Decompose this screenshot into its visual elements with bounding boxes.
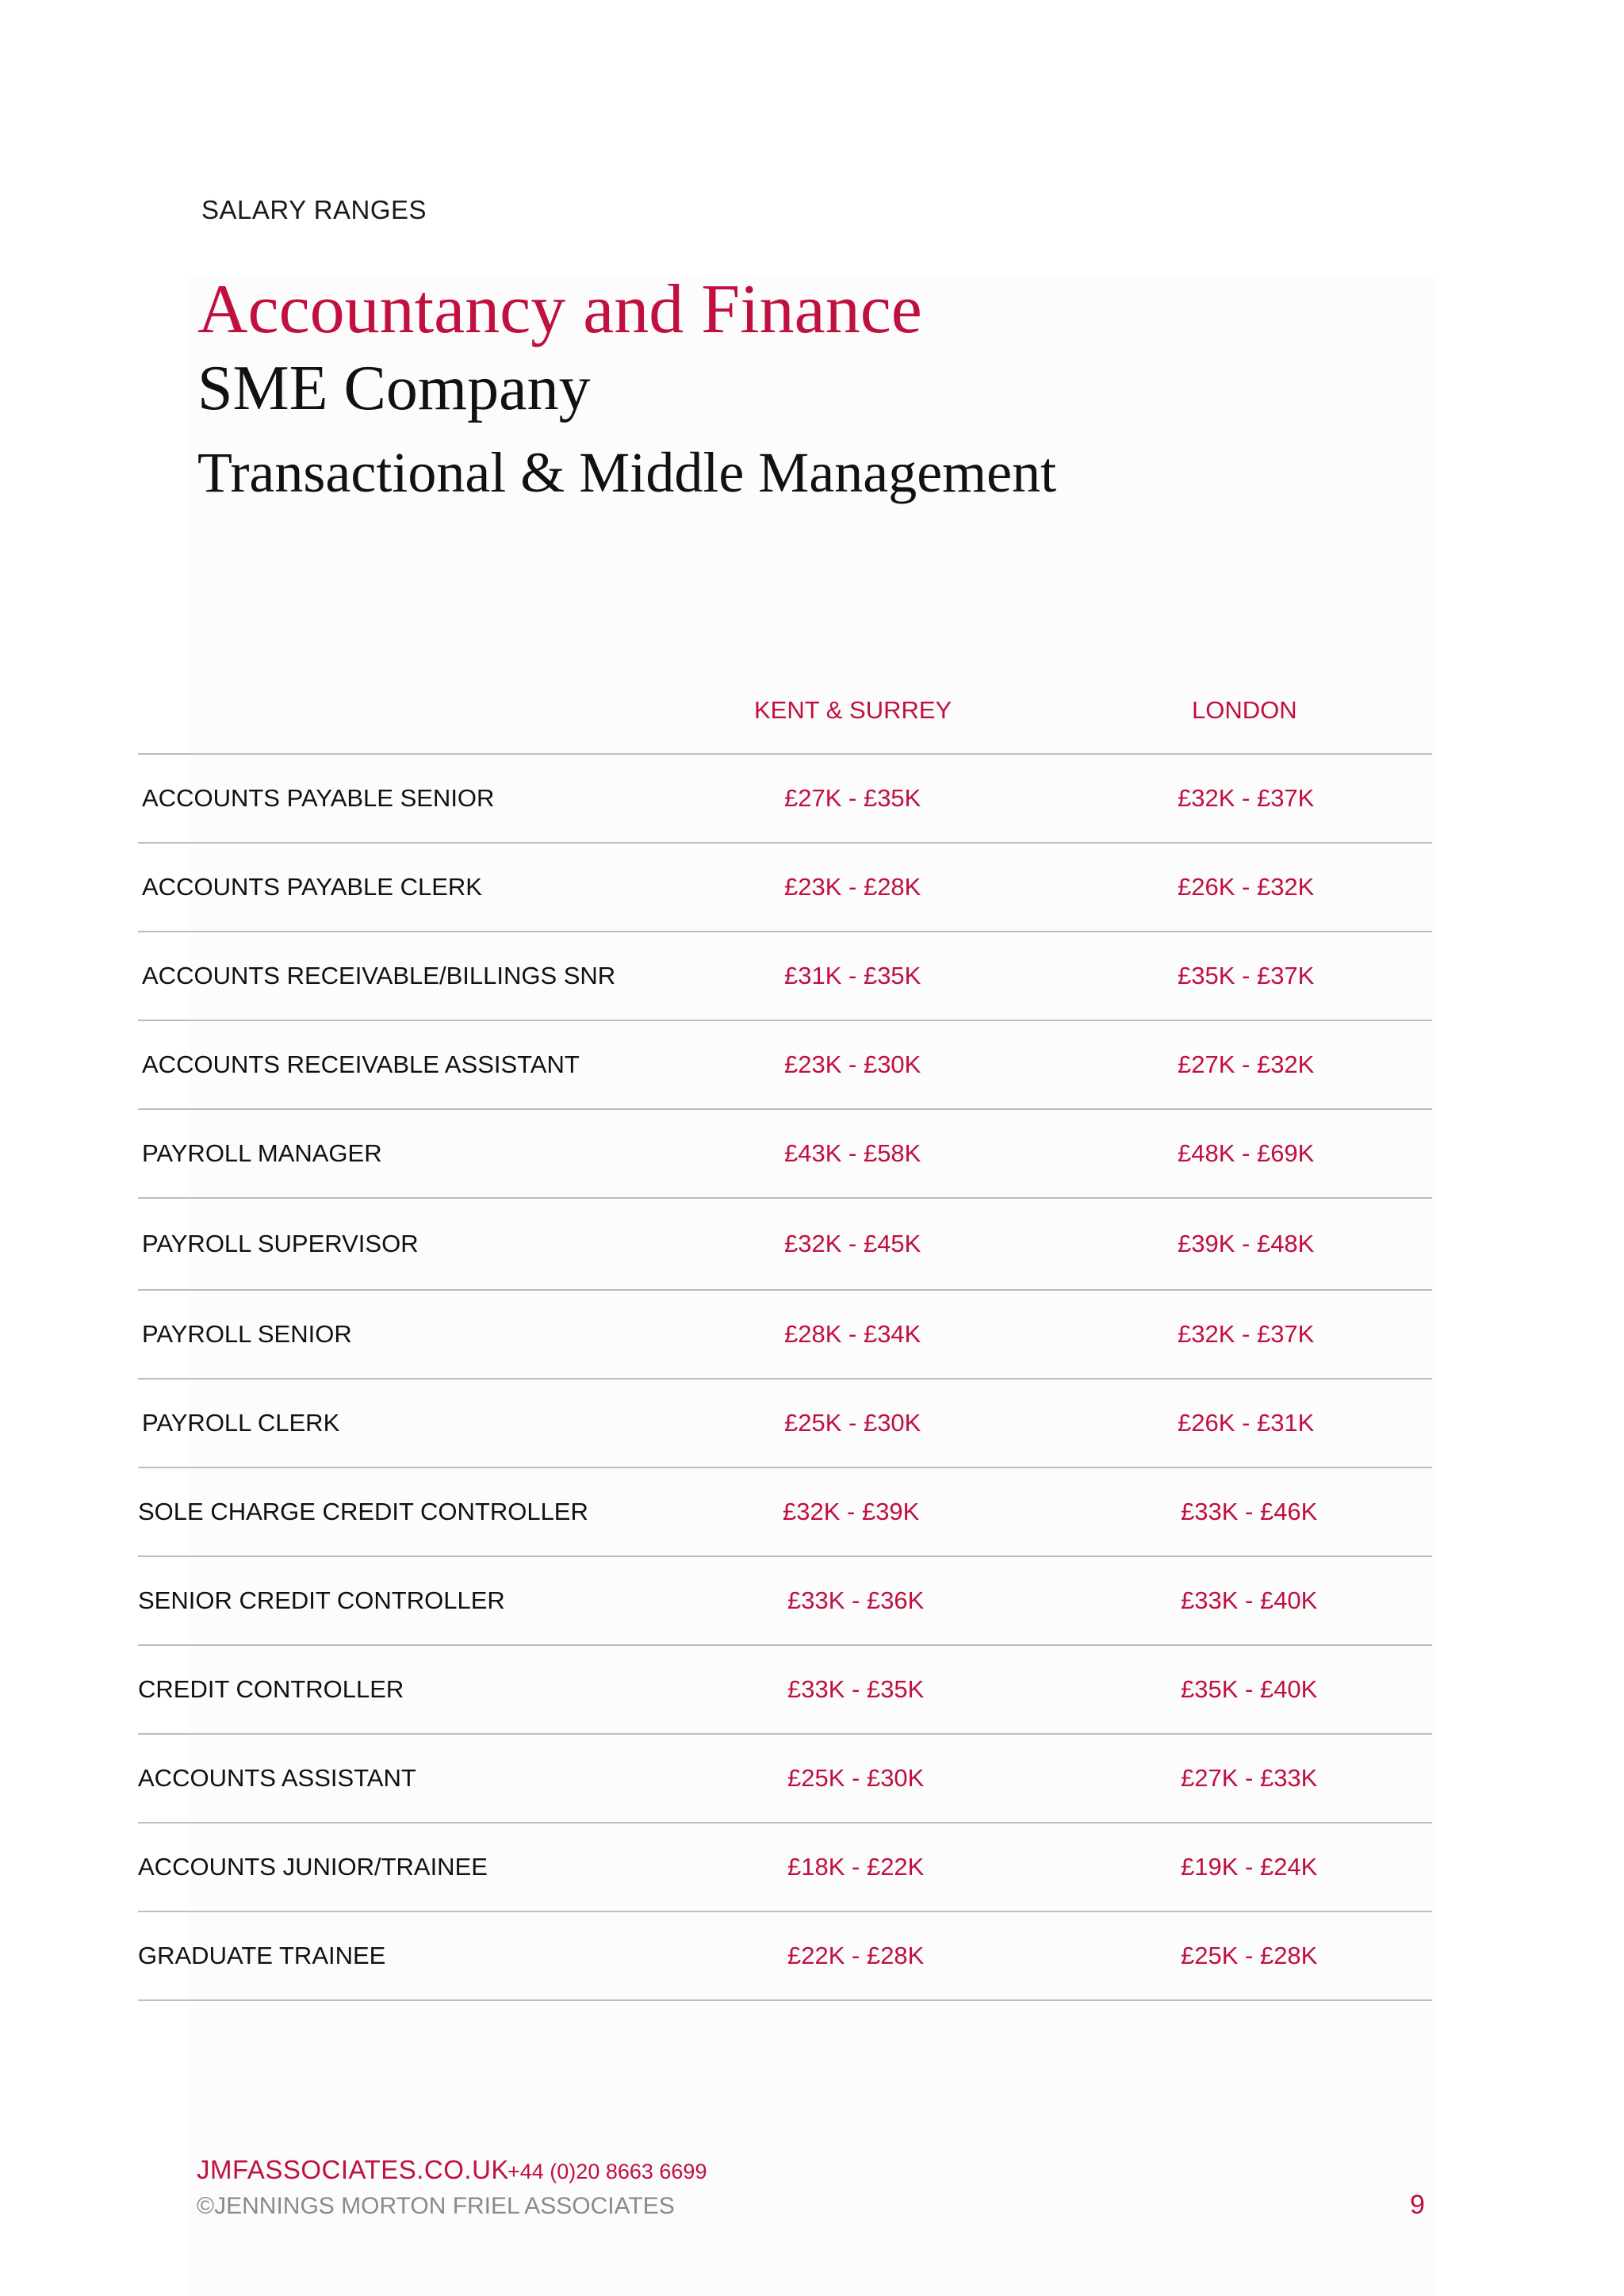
london-salary-cell: £27K - £32K (1178, 1050, 1315, 1078)
role-cell: SOLE CHARGE CREDIT CONTROLLER (138, 1498, 588, 1525)
page-subtitle: SME Company (197, 354, 591, 423)
role-cell: SENIOR CREDIT CONTROLLER (138, 1586, 505, 1614)
role-cell: CREDIT CONTROLLER (138, 1675, 404, 1703)
kent-salary-cell: £33K - £36K (787, 1586, 925, 1614)
role-cell: PAYROLL SENIOR (142, 1320, 352, 1348)
table-rule (138, 1999, 1432, 2001)
page-title: Accountancy and Finance (197, 271, 922, 348)
table-row (138, 844, 1432, 931)
table-row (138, 1646, 1432, 1733)
kent-salary-cell: £31K - £35K (784, 962, 921, 989)
kent-salary-cell: £32K - £39K (783, 1498, 920, 1525)
london-salary-cell: £33K - £46K (1181, 1498, 1318, 1525)
table-row (138, 1735, 1432, 1822)
website-link[interactable]: JMFASSOCIATES.CO.UK (197, 2155, 509, 2184)
table-row (138, 1021, 1432, 1108)
kent-salary-cell: £18K - £22K (787, 1853, 925, 1881)
salary-table (138, 753, 1432, 2001)
kent-salary-cell: £32K - £45K (784, 1230, 921, 1257)
table-row (138, 1291, 1432, 1378)
role-cell: ACCOUNTS PAYABLE SENIOR (142, 784, 495, 812)
role-cell: PAYROLL CLERK (142, 1409, 340, 1437)
role-cell: ACCOUNTS JUNIOR/TRAINEE (138, 1853, 488, 1881)
role-cell: ACCOUNTS RECEIVABLE ASSISTANT (142, 1050, 580, 1078)
london-salary-cell: £32K - £37K (1178, 784, 1315, 812)
phone-number: +44 (0)20 8663 6699 (508, 2160, 707, 2183)
london-salary-cell: £25K - £28K (1181, 1942, 1318, 1969)
page-number: 9 (1410, 2190, 1425, 2220)
kent-salary-cell: £28K - £34K (784, 1320, 921, 1348)
kent-salary-cell: £27K - £35K (784, 784, 921, 812)
london-salary-cell: £26K - £32K (1178, 873, 1315, 901)
kent-salary-cell: £23K - £28K (784, 873, 921, 901)
role-cell: ACCOUNTS PAYABLE CLERK (142, 873, 482, 901)
london-salary-cell: £19K - £24K (1181, 1853, 1318, 1881)
london-salary-cell: £39K - £48K (1178, 1230, 1315, 1257)
kent-salary-cell: £25K - £30K (787, 1764, 925, 1792)
table-row (138, 1823, 1432, 1911)
table-row (138, 755, 1432, 842)
page-subtitle-secondary: Transactional & Middle Management (197, 441, 1057, 504)
role-cell: GRADUATE TRAINEE (138, 1942, 386, 1969)
table-row (138, 1380, 1432, 1467)
london-salary-cell: £26K - £31K (1178, 1409, 1315, 1437)
london-salary-cell: £32K - £37K (1178, 1320, 1315, 1348)
column-header-kent-surrey: KENT & SURREY (754, 696, 952, 724)
london-salary-cell: £33K - £40K (1181, 1586, 1318, 1614)
kent-salary-cell: £33K - £35K (787, 1675, 925, 1703)
table-row (138, 1557, 1432, 1644)
kent-salary-cell: £23K - £30K (784, 1050, 921, 1078)
role-cell: ACCOUNTS RECEIVABLE/BILLINGS SNR (142, 962, 616, 989)
kent-salary-cell: £25K - £30K (784, 1409, 921, 1437)
column-header-london: LONDON (1192, 696, 1297, 724)
table-row (138, 1110, 1432, 1197)
london-salary-cell: £35K - £37K (1178, 962, 1315, 989)
table-row (138, 932, 1432, 1020)
london-salary-cell: £35K - £40K (1181, 1675, 1318, 1703)
copyright-notice: ©JENNINGS MORTON FRIEL ASSOCIATES (197, 2193, 675, 2219)
section-label: SALARY RANGES (201, 195, 427, 224)
role-cell: PAYROLL SUPERVISOR (142, 1230, 419, 1257)
london-salary-cell: £27K - £33K (1181, 1764, 1318, 1792)
kent-salary-cell: £43K - £58K (784, 1139, 921, 1167)
table-row (138, 1199, 1432, 1289)
role-cell: PAYROLL MANAGER (142, 1139, 382, 1167)
role-cell: ACCOUNTS ASSISTANT (138, 1764, 416, 1792)
london-salary-cell: £48K - £69K (1178, 1139, 1315, 1167)
table-row (138, 1468, 1432, 1556)
table-row (138, 1912, 1432, 1999)
kent-salary-cell: £22K - £28K (787, 1942, 925, 1969)
